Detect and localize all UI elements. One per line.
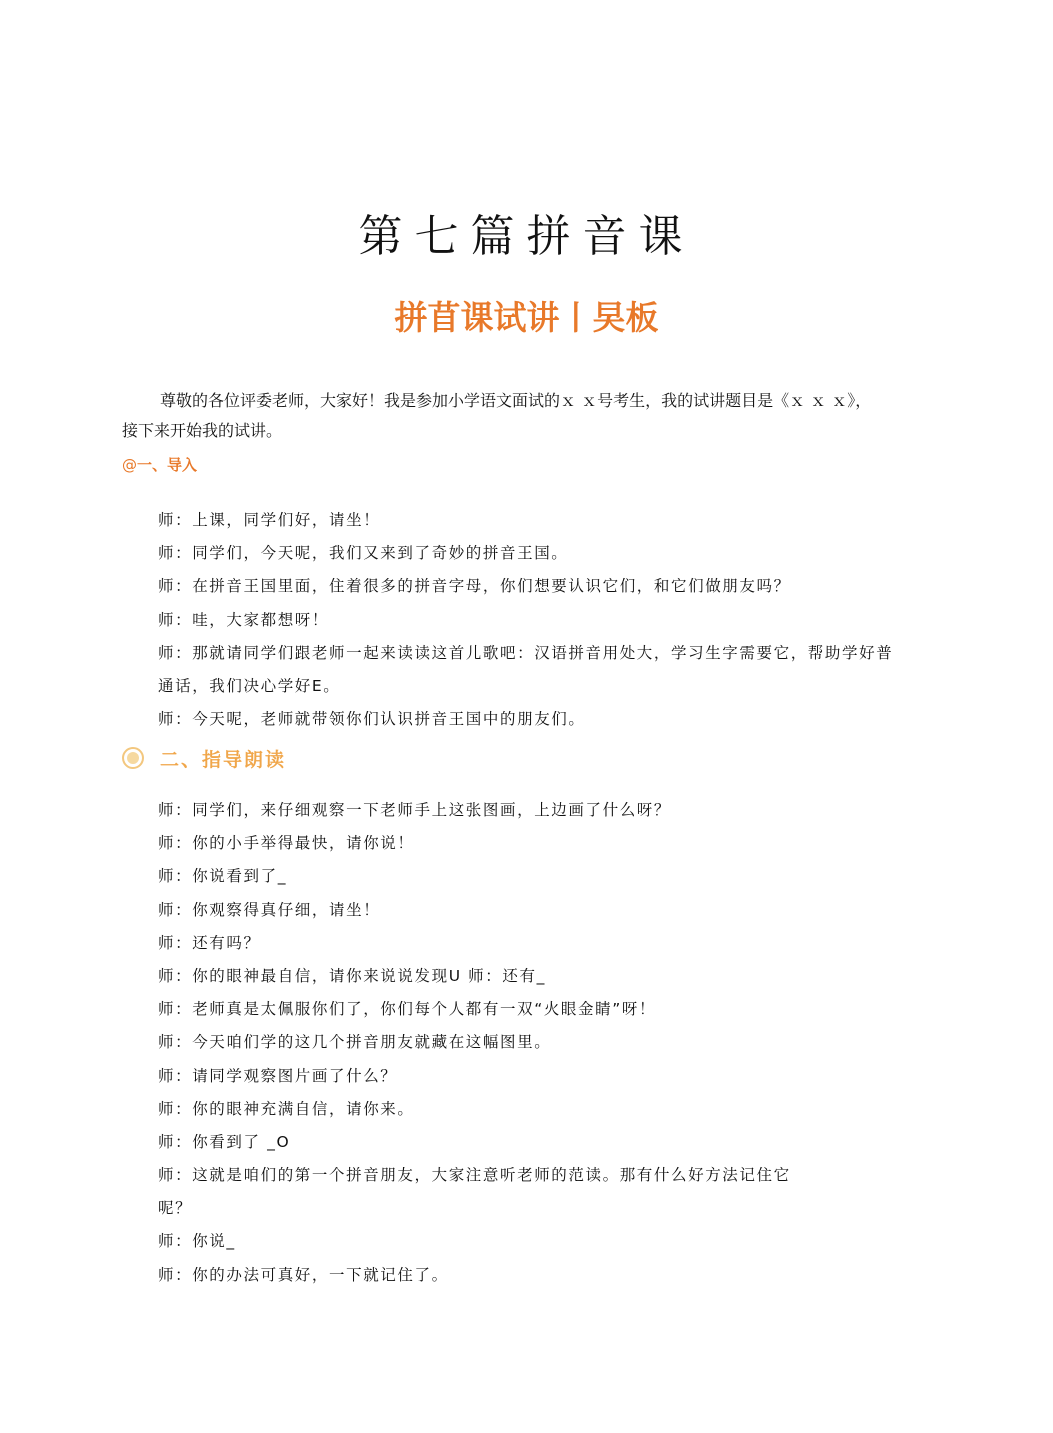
section-2-heading-text: 二、指导朗读 bbox=[160, 748, 287, 771]
dialogue-line: 师：这就是咱们的第一个拼音朋友，大家注意听老师的范读。那有什么好方法记住它 bbox=[158, 1166, 791, 1185]
intro-line-2: 接下来开始我的试讲。 bbox=[122, 421, 283, 440]
document-subtitle: 拼苜课试讲丨旲板 bbox=[394, 298, 659, 337]
dialogue-line: 师：你看到了 _O bbox=[158, 1132, 291, 1151]
dialogue-line: 师：上课，同学们好，请坐！ bbox=[158, 511, 381, 529]
dialogue-line: 师：你的办法可真好，一下就记住了。 bbox=[158, 1265, 449, 1284]
dialogue-line: 师：哇，大家都想呀！ bbox=[158, 610, 330, 629]
section-2-dialogue bbox=[158, 794, 928, 1292]
dialogue-line: 师：同学们，来仔细观察一下老师手上这张图画，上边画了什么呀？ bbox=[158, 801, 672, 819]
dialogue-line: 通话，我们决心学好E。 bbox=[158, 676, 341, 695]
dialogue-line: 师：你观察得真仔细，请坐！ bbox=[158, 900, 381, 919]
section-1-heading bbox=[122, 454, 197, 475]
section-2-heading bbox=[122, 743, 286, 773]
intro-paragraph bbox=[122, 386, 922, 446]
dialogue-line: 师：在拼音王国里面，住着很多的拼音字母，你们想要认识它们，和它们做朋友吗？ bbox=[158, 577, 791, 596]
dialogue-line: 师：那就请同学们跟老师一起来读读这首儿歌吧：汉语拼音用处大，学习生字需要它，帮助学好普 bbox=[158, 643, 894, 662]
section-1-heading-text: 一、导入 bbox=[137, 456, 198, 474]
dialogue-line: 师：你的眼神最自信，请你来说说发现U 师：还有_ bbox=[158, 966, 546, 985]
dialogue-line: 师：你的眼神充满自信，请你来。 bbox=[158, 1099, 415, 1118]
section-1-marker: @ bbox=[122, 456, 137, 474]
dialogue-line: 师：今天咱们学的这几个拼音朋友就藏在这幅图里。 bbox=[158, 1033, 552, 1052]
document-title: 第七篇拼音课 bbox=[358, 211, 695, 262]
circle-badge-icon bbox=[122, 747, 144, 769]
dialogue-line: 师：还有吗？ bbox=[158, 933, 261, 952]
dialogue-line: 师：你说_ bbox=[158, 1232, 236, 1251]
dialogue-line: 师：你的小手举得最快，请你说！ bbox=[158, 834, 415, 853]
dialogue-line: 师：同学们，今天呢，我们又来到了奇妙的拼音王国。 bbox=[158, 544, 569, 563]
dialogue-line: 呢？ bbox=[158, 1199, 193, 1218]
dialogue-line: 师：老师真是太佩服你们了，你们每个人都有一双“火眼金睛”呀！ bbox=[158, 1000, 657, 1019]
dialogue-line: 师：今天呢，老师就带领你们认识拼音王国中的朋友们。 bbox=[158, 710, 586, 729]
intro-line-1: 尊敬的各位评委老师，大家好！我是参加小学语文面试的ｘ ｘ号考生，我的试讲题目是《ｘ ｘ ｘ》， bbox=[160, 391, 872, 410]
dialogue-line: 师：请同学观察图片画了什么？ bbox=[158, 1066, 398, 1085]
section-1-dialogue bbox=[158, 504, 928, 736]
dialogue-line: 师：你说看到了_ bbox=[158, 867, 288, 886]
